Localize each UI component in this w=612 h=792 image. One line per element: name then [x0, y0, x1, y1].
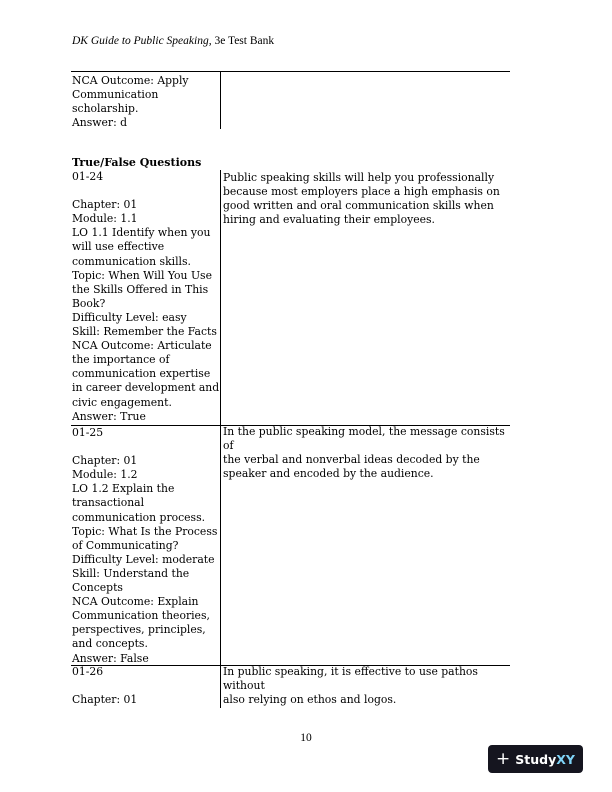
question-metadata-cell: 01-26 Chapter: 01: [72, 665, 138, 707]
header-subtitle: 3e Test Bank: [211, 35, 275, 47]
section-title: True/False Questions: [72, 156, 202, 169]
plus-icon: +: [496, 749, 511, 769]
page-number: 10: [300, 732, 312, 744]
document-header: [72, 35, 274, 47]
studyxy-watermark: [488, 745, 583, 773]
question-statement-cell: Public speaking skills will help you professionally because most employers place a high emphasis on good written and oral communication skills when hiring and evaluating their employees.: [223, 171, 500, 227]
table-divider: [71, 71, 510, 72]
brand-suffix: XY: [556, 751, 575, 767]
question-statement-cell: In the public speaking model, the message consists of the verbal and nonverbal ideas decoded by the speaker and encoded by the audience.: [223, 425, 505, 481]
header-book-title: DK Guide to Public Speaking,: [72, 35, 212, 47]
question-metadata-cell: 01-25 Chapter: 01 Module: 1.2 LO 1.2 Explain the transactional communication process. Topic: What Is the Process of Communicating? Difficulty Level: moderate Skill: Understand the Concepts NCA Outcome: Explain Communication theories, perspectives, principles, and concepts. Answer: False: [72, 426, 218, 665]
question-statement-cell: In public speaking, it is effective to use pathos without also relying on ethos and logos.: [223, 665, 478, 707]
brand-prefix: Study: [515, 751, 557, 767]
question-metadata-cell: 01-24 Chapter: 01 Module: 1.1 LO 1.1 Identify when you will use effective communication skills. Topic: When Will You Use the Skills Offered in This Book? Difficulty Level: easy Skill: Remember the Facts NCA Outcome: Articulate the importance of communication expertise in career development and civic engagement. Answer: True: [72, 170, 220, 423]
top-fragment-cell: NCA Outcome: Apply Communication scholarship. Answer: d: [72, 74, 189, 130]
